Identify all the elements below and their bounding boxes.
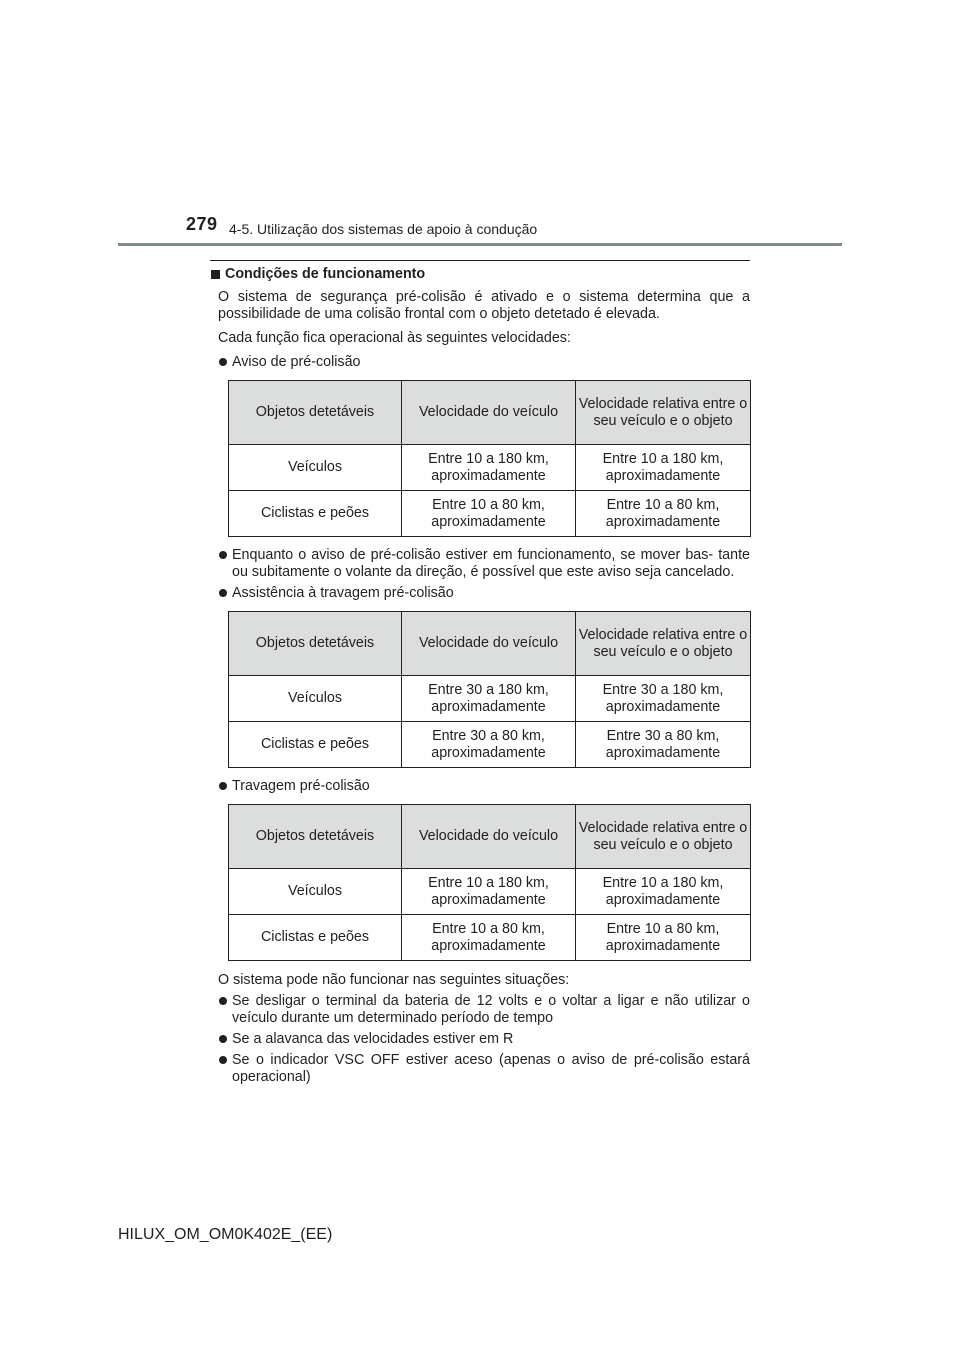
table-row (229, 722, 751, 768)
page-number: 279 (186, 214, 218, 234)
section-title-text: Aviso de pré-colisão (232, 354, 361, 370)
cell-object: Veículos (229, 676, 402, 722)
section-title-text: Assistência à travagem pré-colisão (232, 585, 454, 601)
warning-note (210, 547, 750, 581)
conditions-heading (210, 266, 750, 283)
bullet-icon (219, 589, 227, 597)
limitation-item (210, 1052, 750, 1086)
cell-relative-speed: Entre 30 a 180 km, aproximadamente (576, 676, 751, 722)
cell-relative-speed: Entre 10 a 180 km, aproximadamente (576, 869, 751, 915)
cell-vehicle-speed: Entre 10 a 180 km, aproximadamente (402, 869, 576, 915)
cell-object: Veículos (229, 869, 402, 915)
cell-object: Veículos (229, 445, 402, 491)
brake-assist-table (228, 611, 751, 768)
table-row (229, 445, 751, 491)
table-row (229, 869, 751, 915)
cell-vehicle-speed: Entre 10 a 80 km, aproximadamente (402, 915, 576, 961)
limitations-intro: O sistema pode não funcionar nas seguintes situações: (218, 972, 570, 988)
cell-vehicle-speed: Entre 10 a 180 km, aproximadamente (402, 445, 576, 491)
table-row (229, 491, 751, 537)
header-objects: Objetos detetáveis (229, 805, 402, 869)
conditions-paragraph: O sistema de segurança pré-colisão é ativado e o sistema determina que a possibilidade de uma colisão frontal com o objeto detetado é elevada. (218, 289, 750, 322)
section-title-text: Travagem pré-colisão (232, 778, 370, 794)
cell-relative-speed: Entre 10 a 80 km, aproximadamente (576, 491, 751, 537)
warning-note-text: Enquanto o aviso de pré-colisão estiver em funcionamento, se mover bas- tante ou subitamente o volante da direção, é possível que este aviso seja cancelado. (232, 547, 750, 580)
table-header-row (229, 381, 751, 445)
bullet-icon (219, 358, 227, 366)
bullet-icon (219, 997, 227, 1005)
header-vehicle-speed: Velocidade do veículo (402, 805, 576, 869)
cell-object: Ciclistas e peões (229, 915, 402, 961)
header-relative-speed: Velocidade relativa entre o seu veículo e o objeto (576, 612, 751, 676)
cell-vehicle-speed: Entre 10 a 80 km, aproximadamente (402, 491, 576, 537)
pre-collision-warning-table (228, 380, 751, 537)
table-row (229, 915, 751, 961)
cell-relative-speed: Entre 30 a 80 km, aproximadamente (576, 722, 751, 768)
section-title-pre-collision-warning (210, 354, 750, 371)
bullet-icon (219, 1035, 227, 1043)
header-rule (118, 243, 842, 246)
header-relative-speed: Velocidade relativa entre o seu veículo e o objeto (576, 805, 751, 869)
content-top-rule (210, 260, 750, 261)
table-header-row (229, 612, 751, 676)
bullet-icon (219, 1056, 227, 1064)
page-content (210, 266, 750, 1086)
cell-relative-speed: Entre 10 a 80 km, aproximadamente (576, 915, 751, 961)
table-row (229, 676, 751, 722)
square-bullet-icon (211, 270, 220, 279)
limitation-text: Se o indicador VSC OFF estiver aceso (apenas o aviso de pré-colisão estará operacional) (232, 1052, 750, 1085)
section-title-pre-collision-braking (210, 778, 750, 795)
pre-collision-braking-table (228, 804, 751, 961)
limitation-text: Se desligar o terminal da bateria de 12 volts e o voltar a ligar e não utilizar o veículo durante um determinado período de tempo (232, 993, 750, 1026)
section-title: 4-5. Utilização dos sistemas de apoio à condução (229, 221, 538, 237)
header-objects: Objetos detetáveis (229, 612, 402, 676)
cell-vehicle-speed: Entre 30 a 180 km, aproximadamente (402, 676, 576, 722)
cell-object: Ciclistas e peões (229, 491, 402, 537)
header-objects: Objetos detetáveis (229, 381, 402, 445)
section-title-brake-assist (210, 585, 750, 602)
bullet-icon (219, 551, 227, 559)
cell-relative-speed: Entre 10 a 180 km, aproximadamente (576, 445, 751, 491)
cell-vehicle-speed: Entre 30 a 80 km, aproximadamente (402, 722, 576, 768)
limitation-text: Se a alavanca das velocidades estiver em R (232, 1031, 514, 1047)
bullet-icon (219, 782, 227, 790)
header-vehicle-speed: Velocidade do veículo (402, 612, 576, 676)
header-relative-speed: Velocidade relativa entre o seu veículo e o objeto (576, 381, 751, 445)
limitation-item (210, 1031, 750, 1048)
limitation-item (210, 993, 750, 1027)
header-vehicle-speed: Velocidade do veículo (402, 381, 576, 445)
speeds-intro: Cada função fica operacional às seguintes velocidades: (218, 330, 571, 346)
cell-object: Ciclistas e peões (229, 722, 402, 768)
document-code: HILUX_OM_OM0K402E_(EE) (118, 1226, 333, 1243)
conditions-heading-text: Condições de funcionamento (225, 266, 426, 282)
table-header-row (229, 805, 751, 869)
